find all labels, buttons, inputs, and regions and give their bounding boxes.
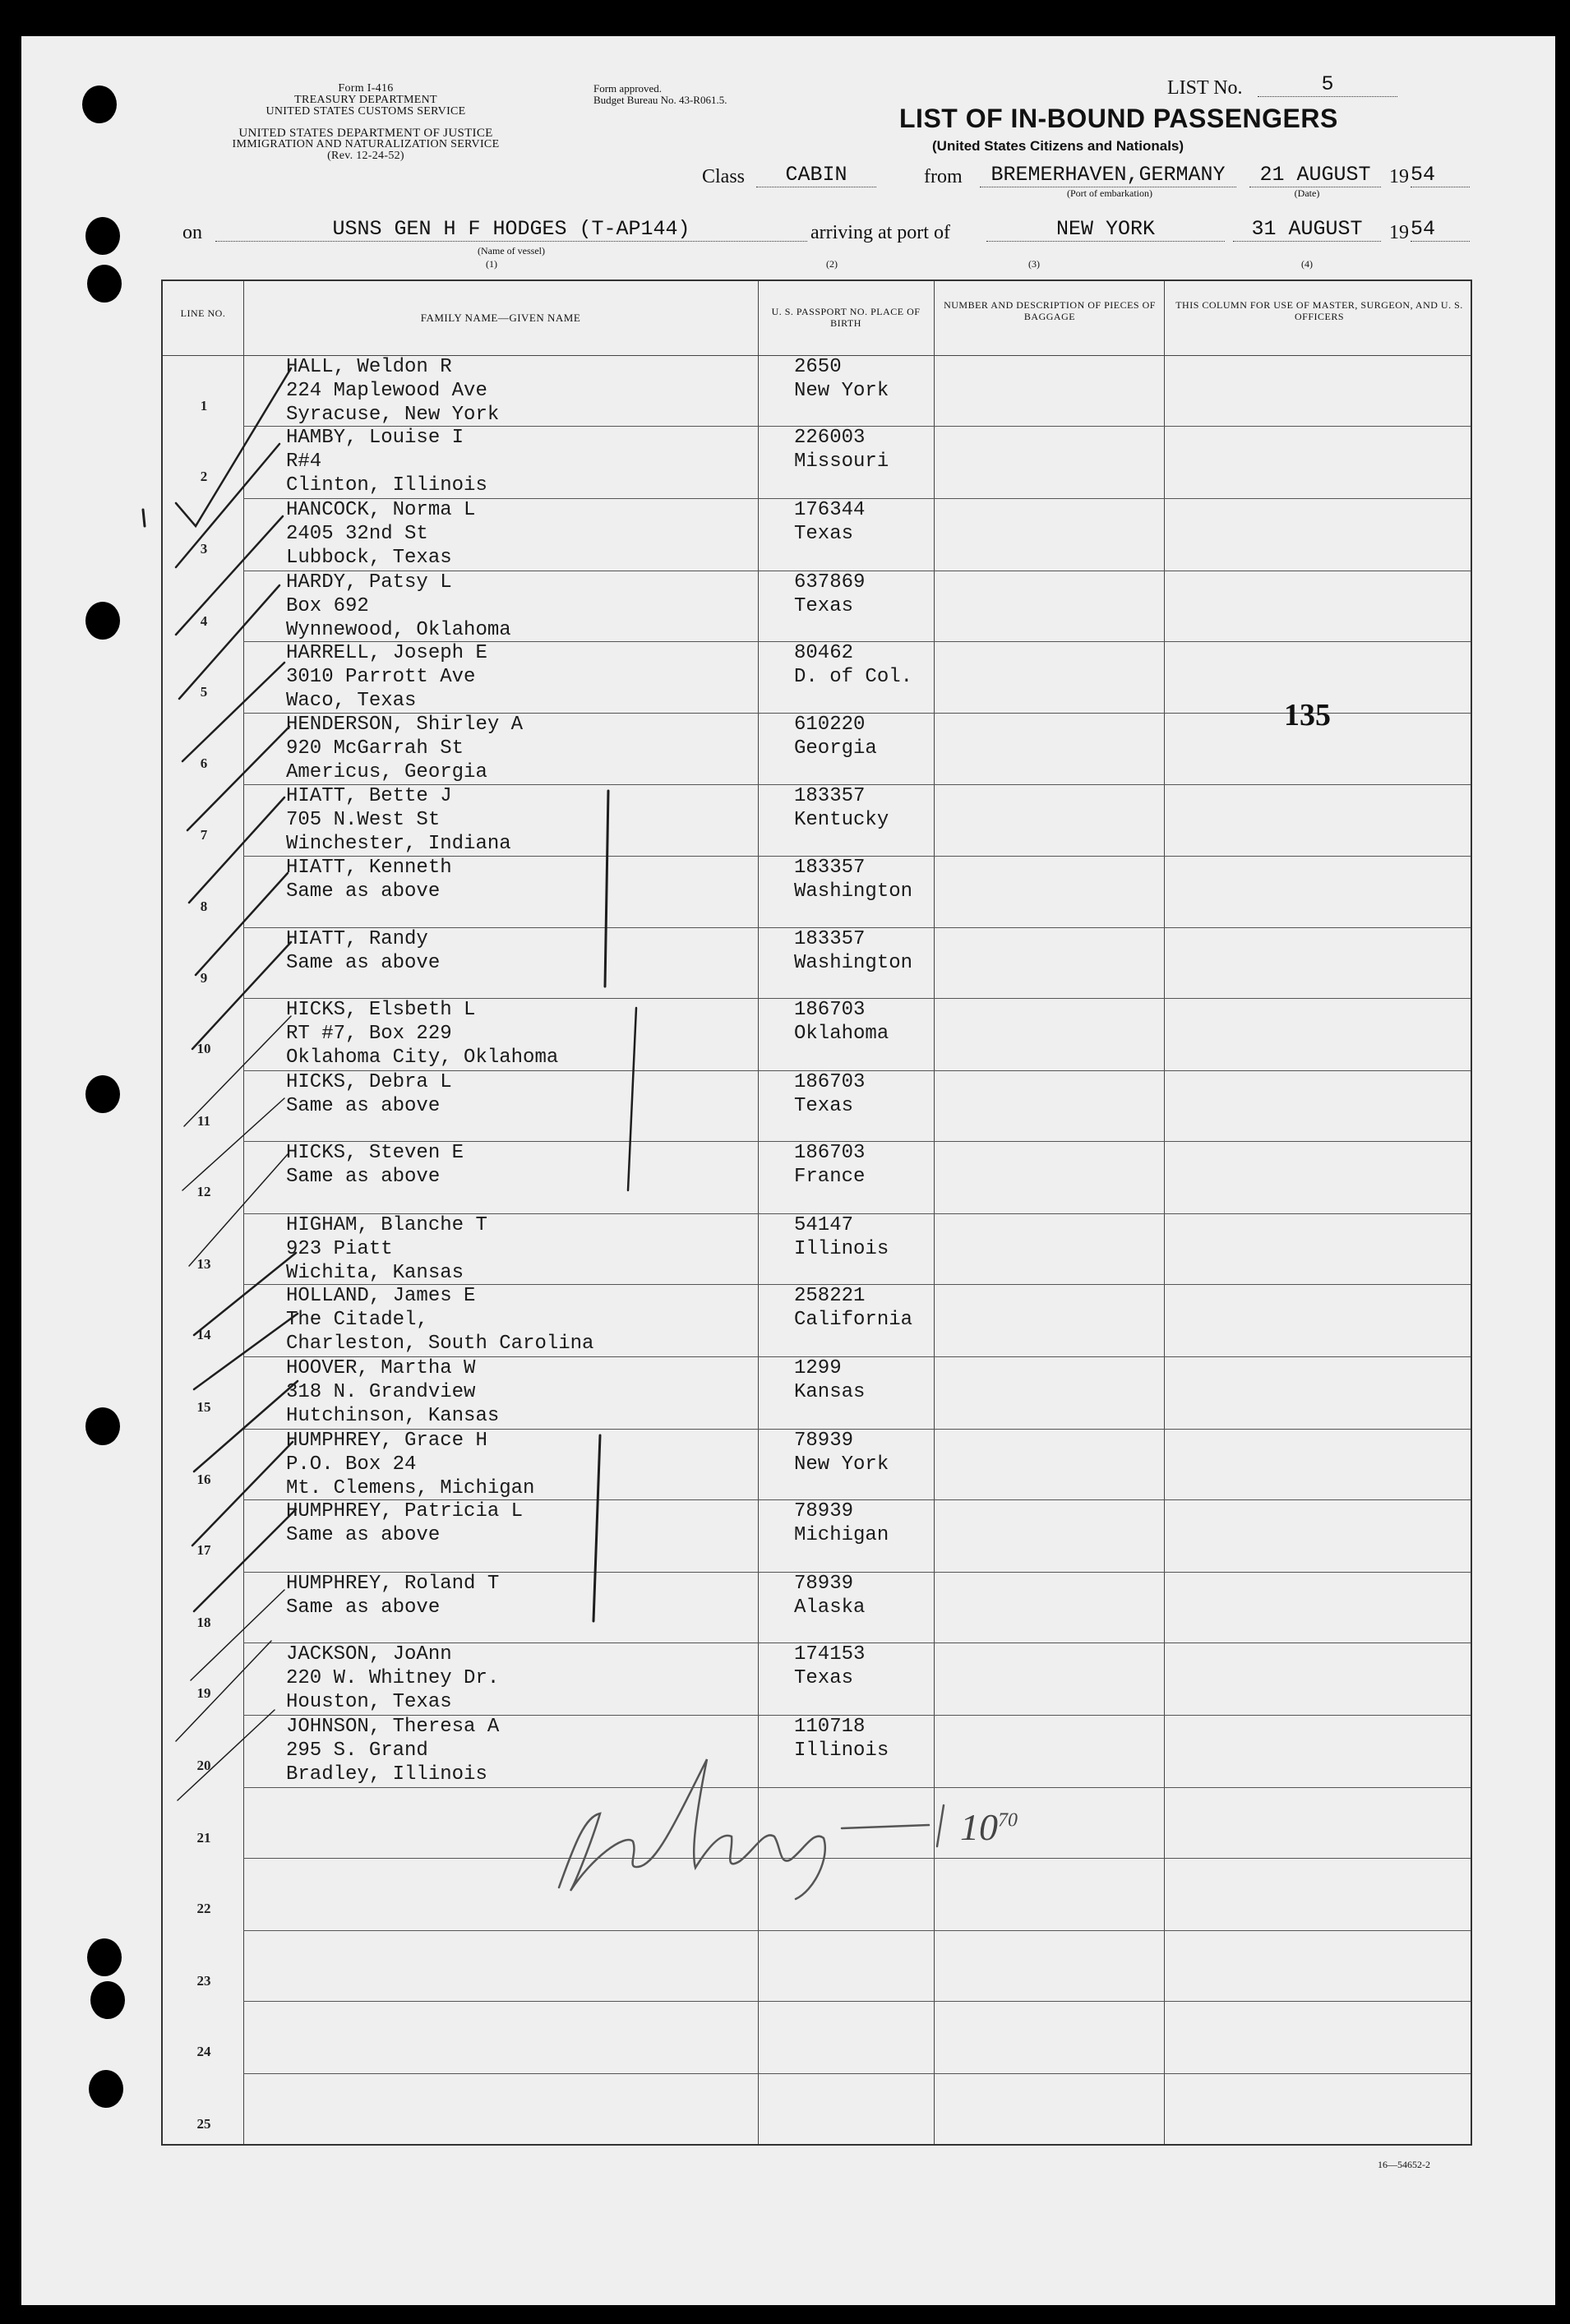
column-number: (3) [1028,258,1040,270]
passenger-name: JACKSON, JoAnn [286,1643,452,1666]
line-number: 6 [200,755,208,771]
form-number: Form I-416 [338,82,394,95]
passenger-name: HUMPHREY, Roland T [286,1573,500,1595]
passenger-name: HOLLAND, James E [286,1285,476,1307]
immigration-service: IMMIGRATION AND NATURALIZATION SERVICE [232,138,500,150]
place-of-birth: Washington [794,880,913,903]
check-mark [184,1016,291,1126]
check-mark [191,1590,284,1680]
passport-number: 80462 [794,642,854,664]
signature-note [960,1805,1018,1849]
passenger-address-line2: Wynnewood, Oklahoma [286,619,511,641]
justice-dept: UNITED STATES DEPARTMENT OF JUSTICE [238,127,493,140]
line-number: 1 [200,398,208,414]
place-of-birth: New York [794,1453,889,1476]
passenger-address-line1: The Citadel, [286,1309,428,1331]
passport-number: 186703 [794,999,866,1021]
passenger-address-line1: Same as above [286,1524,441,1546]
tick-mark [143,510,145,526]
passport-number: 174153 [794,1643,866,1666]
passenger-address-line1: 224 Maplewood Ave [286,380,487,402]
passenger-address-line1: Same as above [286,1596,441,1619]
place-of-birth: Georgia [794,737,877,760]
passenger-name: HOOVER, Martha W [286,1357,476,1379]
place-of-birth: Washington [794,952,913,974]
form-footer-code: 16—54652-2 [1378,2159,1430,2170]
check-mark [176,368,291,526]
passenger-name: HICKS, Steven E [286,1142,464,1164]
signature-note-superscript: 70 [998,1809,1018,1832]
passenger-address-line1: RT #7, Box 229 [286,1023,452,1045]
treasury-dept: TREASURY DEPARTMENT [294,94,437,106]
passport-number: 610220 [794,714,866,736]
place-of-birth: D. of Col. [794,666,913,688]
passenger-address-line2: Syracuse, New York [286,404,500,426]
passenger-address-line2: Lubbock, Texas [286,547,452,569]
line-number: 14 [196,1327,211,1342]
passenger-address-line1: Same as above [286,1166,441,1188]
passenger-address-line2: Bradley, Illinois [286,1763,487,1786]
passenger-address-line2: Mt. Clemens, Michigan [286,1477,535,1499]
passenger-name: HUMPHREY, Grace H [286,1430,487,1452]
passenger-name: JOHNSON, Theresa A [286,1716,500,1738]
line-number: 15 [196,1399,211,1415]
passenger-address-line1: Same as above [286,880,441,903]
column-number: (1) [486,258,497,270]
passenger-name: HARRELL, Joseph E [286,642,487,664]
place-of-birth: Texas [794,1095,854,1117]
class-value: CABIN [756,163,876,187]
line-number: 18 [196,1615,211,1630]
passenger-address-line1: Box 692 [286,595,369,617]
vessel-caption: (Name of vessel) [478,245,545,256]
list-no-label: LIST No. [1167,77,1243,99]
passenger-address-line1: 3010 Parrott Ave [286,666,476,688]
place-of-birth: Missouri [794,450,889,473]
passport-number: 2650 [794,356,842,378]
revision-date: (Rev. 12-24-52) [327,150,404,162]
passenger-address-line1: P.O. Box 24 [286,1453,417,1476]
signature-note-number: 10 [960,1806,998,1848]
passport-number: 186703 [794,1142,866,1164]
passenger-address-line2: Oklahoma City, Oklahoma [286,1046,559,1069]
passenger-address-line1: 2405 32nd St [286,523,428,545]
line-number: 19 [196,1685,211,1701]
line-number: 9 [200,970,208,986]
line-number: 21 [196,1830,211,1846]
line-number: 3 [200,541,208,557]
place-of-birth: Texas [794,523,854,545]
passenger-address-line2: Houston, Texas [286,1691,452,1713]
line-number: 13 [196,1256,211,1272]
check-mark [176,516,283,635]
passport-number: 183357 [794,857,866,879]
line-number: 7 [200,827,208,843]
line-number: 8 [200,899,208,914]
check-mark [192,1442,293,1545]
place-of-birth: Alaska [794,1596,866,1619]
col-header-passport: U. S. PASSPORT NO. PLACE OF BIRTH [771,306,921,329]
check-mark [194,1253,296,1335]
passenger-name: HENDERSON, Shirley A [286,714,524,736]
passport-number: 186703 [794,1071,866,1093]
place-of-birth: California [794,1309,913,1331]
check-mark [194,1509,296,1611]
passport-number: 176344 [794,499,866,521]
officer-count-note: 135 [1284,698,1331,732]
check-mark [194,1381,298,1472]
passport-number: 258221 [794,1285,866,1307]
departure-year-prefix: 19 [1389,166,1409,187]
page-title: LIST OF IN-BOUND PASSENGERS [899,104,1338,133]
passenger-address-line1: Same as above [286,1095,441,1117]
passenger-address-line1: 318 N. Grandview [286,1381,476,1403]
line-number: 10 [196,1041,211,1056]
passenger-name: HANCOCK, Norma L [286,499,476,521]
passenger-name: HALL, Weldon R [286,356,452,378]
passport-number: 226003 [794,427,866,449]
check-mark [192,942,291,1049]
passport-number: 110718 [794,1716,866,1738]
arrival-date: 31 AUGUST [1233,217,1381,242]
port-caption: (Port of embarkation) [1067,187,1152,199]
place-of-birth: Illinois [794,1238,889,1260]
col-header-baggage: NUMBER AND DESCRIPTION OF PIECES OF BAGGAGE [944,299,1156,322]
col-header-name: FAMILY NAME—GIVEN NAME [420,312,581,324]
passenger-address-line2: Charleston, South Carolina [286,1333,594,1355]
passenger-address-line2: Wichita, Kansas [286,1262,464,1284]
passenger-name: HIGHAM, Blanche T [286,1214,487,1236]
passport-number: 183357 [794,928,866,950]
passenger-name: HIATT, Bette J [286,785,452,807]
passport-number: 183357 [794,785,866,807]
passenger-name: HIATT, Kenneth [286,857,452,879]
budget-bureau: Budget Bureau No. 43-R061.5. [593,94,727,106]
class-label: Class [702,166,746,187]
passport-number: 78939 [794,1500,854,1522]
passenger-address-line2: Americus, Georgia [286,761,487,783]
line-number: 5 [200,684,208,700]
check-mark [176,444,279,567]
passport-number: 1299 [794,1357,842,1379]
handwritten-signature [559,1759,944,1899]
page-subtitle: (United States Citizens and Nationals) [932,138,1184,154]
departure-date: 21 AUGUST [1249,163,1381,187]
passenger-name: HIATT, Randy [286,928,428,950]
place-of-birth: France [794,1166,866,1188]
passenger-name: HUMPHREY, Patricia L [286,1500,524,1522]
vessel-name: USNS GEN H F HODGES (T-AP144) [215,217,807,242]
place-of-birth: Oklahoma [794,1023,889,1045]
passenger-name: HAMBY, Louise I [286,427,464,449]
arriving-label: arriving at port of [810,222,950,243]
place-of-birth: Michigan [794,1524,889,1546]
col-header-officers: THIS COLUMN FOR USE OF MASTER, SURGEON, AND U. S. OFFICERS [1175,299,1463,322]
family-bracket [593,1435,600,1621]
place-of-birth: New York [794,380,889,402]
passenger-address-line1: 920 McGarrah St [286,737,464,760]
arrival-port: NEW YORK [986,217,1225,242]
line-number: 16 [196,1472,211,1487]
place-of-birth: Texas [794,595,854,617]
passenger-address-line1: 923 Piatt [286,1238,393,1260]
passenger-address-line2: Waco, Texas [286,690,417,712]
list-no-value: 5 [1258,72,1397,97]
arrival-year: 54 [1411,217,1470,242]
passenger-address-line2: Winchester, Indiana [286,833,511,855]
passenger-name: HICKS, Elsbeth L [286,999,476,1021]
line-number: 24 [196,2044,211,2059]
line-number: 23 [196,1973,211,1989]
arrival-year-prefix: 19 [1389,222,1409,243]
on-label: on [182,222,202,243]
passenger-address-line1: 705 N.West St [286,809,441,831]
family-bracket [628,1008,636,1190]
col-header-line-no: LINE NO. [180,307,226,319]
place-of-birth: Kansas [794,1381,866,1403]
passenger-address-line1: R#4 [286,450,322,473]
line-number: 4 [200,613,208,629]
passenger-address-line1: Same as above [286,952,441,974]
customs-service: UNITED STATES CUSTOMS SERVICE [266,105,466,118]
embarkation-port: BREMERHAVEN,GERMANY [980,163,1236,187]
line-number: 17 [196,1542,211,1558]
line-number: 2 [200,469,208,484]
form-approved: Form approved. [593,82,663,95]
place-of-birth: Texas [794,1667,854,1689]
check-mark [194,1314,298,1389]
passenger-name: HICKS, Debra L [286,1071,452,1093]
line-number: 22 [196,1901,211,1916]
date-caption: (Date) [1294,187,1320,199]
place-of-birth: Kentucky [794,809,889,831]
from-label: from [924,166,963,187]
passport-number: 78939 [794,1573,854,1595]
line-number: 11 [196,1113,211,1129]
passport-number: 78939 [794,1430,854,1452]
line-number: 12 [196,1184,211,1199]
passport-number: 54147 [794,1214,854,1236]
passenger-address-line1: 220 W. Whitney Dr. [286,1667,500,1689]
line-number: 25 [196,2116,211,2132]
family-bracket [605,791,608,986]
column-number: (4) [1301,258,1313,270]
line-number: 20 [196,1758,211,1773]
passenger-name: HARDY, Patsy L [286,571,452,594]
column-number: (2) [826,258,838,270]
passenger-address-line2: Clinton, Illinois [286,474,487,497]
passenger-address-line1: 295 S. Grand [286,1740,428,1762]
place-of-birth: Illinois [794,1740,889,1762]
departure-year: 54 [1411,163,1470,187]
passport-number: 637869 [794,571,866,594]
passenger-address-line2: Hutchinson, Kansas [286,1405,500,1427]
